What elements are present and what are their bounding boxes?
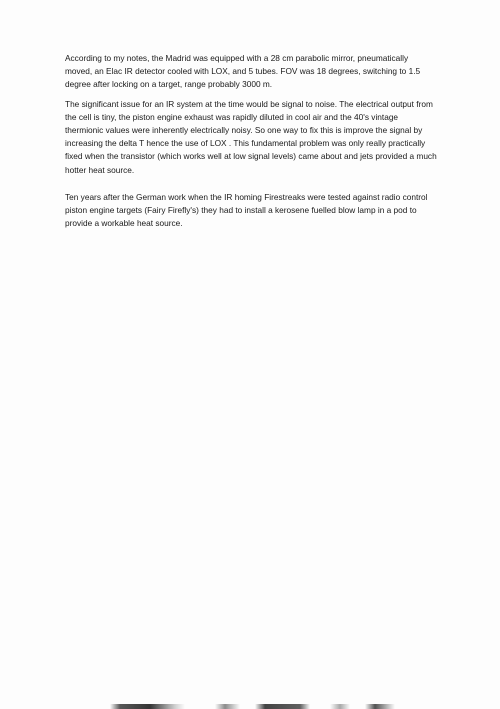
paragraph-firestreak-tests: Ten years after the German work when the IR homing Firestreaks were tested against radio control piston engine targets (Fairy Firefly's) they had to install a kerosene fuelled blow lamp in a pod to provide a workable heat source. bbox=[65, 191, 428, 229]
paragraph-signal-to-noise: The significant issue for an IR system at the time would be signal to noise. The electrical output from the cell is tiny, the piston engine exhaust was rapidly diluted in cool air and the 40's vintage thermionic values were inherently electrically noisy. So one way to fix this is improve the signal by increasing the delta T hence the use of LOX . This fundamental problem was only really practically fixed when the transistor (which works well at low signal levels) came about and jets provided a much hotter heat source. bbox=[65, 98, 437, 175]
document-body bbox=[65, 52, 437, 230]
scan-artifact-bottom-edge bbox=[0, 704, 500, 709]
paragraph-madrid-specs: According to my notes, the Madrid was equipped with a 28 cm parabolic mirror, pneumatically moved, an Elac IR detector cooled with LOX, and 5 tubes. FOV was 18 degrees, switching to 1.5 degree after locking on a target, range probably 3000 m. bbox=[65, 53, 421, 90]
